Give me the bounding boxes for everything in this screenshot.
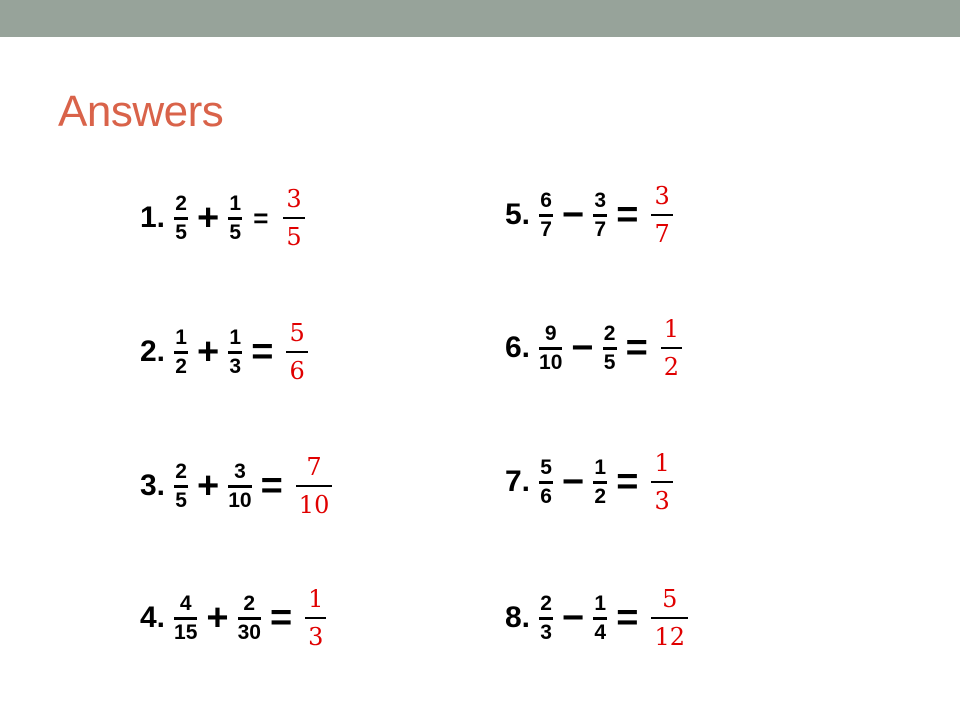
answer-denominator: 2 — [663, 352, 680, 381]
problem-number: 7. — [505, 465, 531, 498]
fraction-b — [228, 460, 251, 513]
numerator: 2 — [540, 591, 552, 615]
fraction-b — [228, 192, 242, 245]
denominator: 5 — [175, 488, 187, 512]
numerator: 1 — [229, 191, 242, 215]
answer-numerator: 1 — [308, 585, 324, 614]
fraction-a — [539, 189, 553, 242]
answer-numerator: 5 — [289, 319, 305, 348]
numerator: 2 — [243, 591, 256, 615]
operator: + — [197, 465, 220, 507]
operator: + — [206, 597, 229, 639]
numerator: 2 — [175, 191, 187, 215]
denominator: 15 — [174, 620, 198, 644]
fraction-b — [228, 326, 242, 379]
denominator: 7 — [594, 217, 607, 241]
answer-denominator: 10 — [298, 490, 330, 519]
fraction-b — [603, 322, 617, 375]
operator: − — [562, 461, 585, 503]
numerator: 1 — [175, 325, 187, 349]
fraction-b — [593, 189, 607, 242]
numerator: 4 — [179, 591, 192, 615]
equals-sign: = — [616, 461, 639, 503]
answer-fraction — [654, 181, 669, 249]
equals-sign: = — [616, 597, 639, 639]
answer-denominator: 5 — [286, 222, 302, 251]
numerator: 1 — [594, 591, 607, 615]
numerator: 5 — [540, 455, 552, 479]
problem-number: 3. — [140, 469, 166, 502]
fraction-a — [174, 326, 188, 379]
denominator: 3 — [229, 354, 242, 378]
numerator: 1 — [229, 325, 242, 349]
answer-numerator: 1 — [663, 315, 680, 344]
equals-sign: = — [625, 327, 648, 369]
denominator: 10 — [228, 488, 252, 512]
equals-sign: = — [253, 203, 269, 233]
denominator: 7 — [540, 217, 552, 241]
equals-sign: = — [260, 465, 283, 507]
problem-number: 5. — [505, 198, 531, 231]
denominator: 4 — [594, 620, 607, 644]
problem-number: 8. — [505, 601, 531, 634]
answer-denominator: 6 — [289, 356, 305, 385]
numerator: 2 — [175, 459, 187, 483]
denominator: 2 — [175, 354, 187, 378]
numerator: 3 — [594, 188, 607, 212]
operator: + — [197, 197, 220, 239]
problem-number: 1. — [140, 201, 166, 234]
equals-sign: = — [616, 194, 639, 236]
denominator: 3 — [540, 620, 552, 644]
answer-fraction — [654, 448, 669, 516]
operator: − — [562, 597, 585, 639]
answer-numerator: 3 — [286, 185, 302, 214]
problem-4 — [140, 568, 323, 668]
problem-number: 2. — [140, 335, 166, 368]
operator: + — [197, 331, 220, 373]
problem-5 — [505, 165, 670, 265]
answer-fraction — [289, 318, 304, 386]
denominator: 10 — [539, 350, 563, 374]
answer-denominator: 7 — [654, 219, 670, 248]
denominator: 5 — [603, 350, 616, 374]
numerator: 3 — [234, 459, 246, 483]
denominator: 6 — [540, 484, 552, 508]
answer-fraction — [308, 584, 323, 652]
answer-numerator: 5 — [662, 585, 678, 614]
problem-number: 4. — [140, 601, 166, 634]
fraction-a — [539, 456, 553, 509]
problem-3 — [140, 436, 329, 536]
top-bar — [0, 0, 960, 37]
denominator: 5 — [175, 220, 187, 244]
numerator: 2 — [603, 321, 616, 345]
problem-6 — [505, 298, 679, 398]
numerator: 1 — [594, 455, 607, 479]
fraction-a — [174, 192, 188, 245]
numerator: 9 — [544, 321, 557, 345]
answer-fraction — [664, 314, 679, 382]
problem-1 — [140, 168, 302, 268]
fraction-a — [174, 460, 188, 513]
numerator: 6 — [540, 188, 552, 212]
equals-sign: = — [251, 331, 274, 373]
denominator: 2 — [594, 484, 607, 508]
problem-8 — [505, 568, 685, 668]
answer-fraction — [299, 452, 330, 520]
fraction-a — [539, 592, 553, 645]
answer-fraction — [286, 184, 301, 252]
answer-numerator: 7 — [306, 453, 322, 482]
answer-fraction — [654, 584, 685, 652]
answer-denominator: 12 — [654, 622, 685, 651]
fraction-a — [539, 322, 562, 375]
equals-sign: = — [269, 597, 293, 639]
answer-numerator: 3 — [654, 182, 670, 211]
problem-2 — [140, 302, 305, 402]
denominator: 30 — [237, 620, 261, 644]
fraction-a — [174, 592, 197, 645]
problem-7 — [505, 432, 670, 532]
denominator: 5 — [229, 220, 242, 244]
slide-title: Answers — [58, 87, 224, 136]
answer-numerator: 1 — [654, 449, 670, 478]
answer-denominator: 3 — [308, 622, 324, 651]
fraction-b — [238, 592, 261, 645]
answer-denominator: 3 — [654, 486, 670, 515]
fraction-b — [593, 456, 607, 509]
problem-number: 6. — [505, 331, 531, 364]
fraction-b — [593, 592, 607, 645]
operator: − — [571, 327, 594, 369]
operator: − — [562, 194, 585, 236]
